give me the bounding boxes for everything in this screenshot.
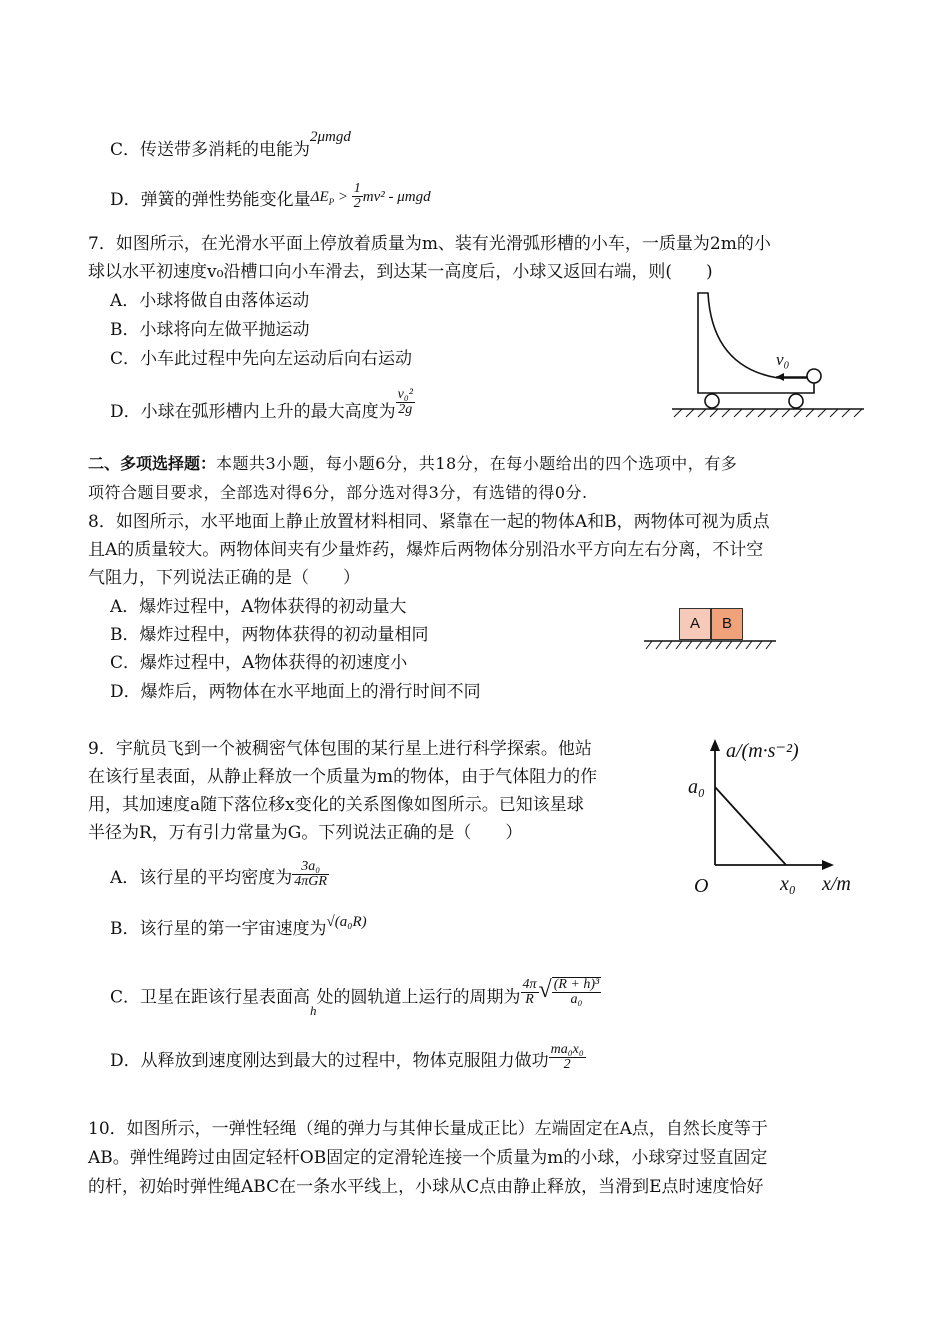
a0-label: a₀ [688,776,705,798]
x-axis-arrow [822,860,834,870]
q9-stem-line1: 9．宇航员飞到一个被稠密气体包围的某行星上进行科学探索。他站 [88,739,592,759]
q9-option-b: B．该行星的第一宇宙速度为√(a₀R) [110,914,367,939]
q6-option-c: C．传送带多消耗的电能为2μmgd [110,129,351,160]
q6-option-d: D．弹簧的弹性势能变化量$\Delta E_P$ > $\frac{1}{2}$ mv² - μmgd [110,181,431,211]
q7-cart-figure [668,285,868,425]
x0-label: x₀ [780,873,796,895]
q9-stem-line3: 用，其加速度a随下落位移x变化的关系图像如图所示。已知该星球 [88,795,584,815]
ground-hatch [674,409,862,417]
ball [807,369,821,383]
section2-line1: 二、多项选择题：本题共3小题，每小题6分，共18分，在每小题给出的四个选项中，有多 [88,454,738,473]
q8-option-d: D．爆炸后，两物体在水平地面上的滑行时间不同 [110,682,481,702]
q10-stem-line1: 10．如图所示，一弹性轻绳（绳的弹力与其伸长量成正比）左端固定在A点，自然长度等于 [88,1119,768,1139]
q8-option-b: B．爆炸过程中，两物体获得的初动量相同 [110,625,429,645]
q9-stem-line4: 半径为R，万有引力常量为G。下列说法正确的是（ ） [88,823,523,843]
q10-stem-line3: 的杆，初始时弹性绳ABC在一条水平线上，小球从C点由静止释放，当滑到E点时速度恰好 [88,1177,764,1197]
q8-option-c: C．爆炸过程中，A物体获得的初速度小 [110,653,408,673]
wheel-left [705,394,719,408]
q8-stem-line2: 且A的质量较大。两物体间夹有少量炸药，爆炸后两物体分别沿水平方向左右分离，不计空 [88,540,764,560]
v0-label: v₀ [776,350,790,369]
x-axis-label: x/m [822,873,851,895]
q10-stem-line2: AB。弹性绳跨过由固定轻杆OB固定的定滑轮连接一个质量为m的小球，小球穿过竖直固定 [88,1148,768,1168]
y-axis-label: a/(m·s⁻²) [726,740,799,762]
q7-option-b: B．小球将向左做平抛运动 [110,320,310,340]
q7-option-c: C．小车此过程中先向左运动后向右运动 [110,349,413,369]
q8-ground [642,639,778,653]
y-axis-arrow [710,739,720,751]
q7-stem-line2: 球以水平初速度v₀沿槽口向小车滑去，到达某一高度后，小球又返回右端，则( ) [88,262,713,282]
block-a: A [679,608,711,640]
cart-body [698,293,814,393]
q9-stem-line2: 在该行星表面，从静止释放一个质量为m的物体，由于气体阻力的作 [88,767,598,787]
origin-label: O [694,875,709,897]
block-b: B [711,608,743,640]
section2-line2: 项符合题目要求，全部选对得6分，部分选对得3分，有选错的得0分. [88,483,588,502]
q9-option-d: D．从释放到速度刚达到最大的过程中，物体克服阻力做功 $\frac{\text{ma₀x₀}}{2}$ [110,1042,584,1072]
q7-stem-line1: 7．如图所示，在光滑水平面上停放着质量为m、装有光滑弧形槽的小车，一质量为2m的小 [88,234,771,254]
wheel-right [789,394,803,408]
q8-option-a: A．爆炸过程中，A物体获得的初动量大 [110,597,407,617]
q9-option-c: C．卫星在距该行星表面高$_h$处的圆轨道上运行的周期为 $\frac{4\pi}{R}$ √ $\frac{\text{(R + h)³}}{\text{a₀}}$ [110,976,600,1018]
q9-option-a: A．该行星的平均密度为 $\frac{\text{3a₀}}{\text{4πGR}}$ [110,859,327,889]
q8-stem-line1: 8．如图所示，水平地面上静止放置材料相同、紧靠在一起的物体A和B，两物体可视为质点 [88,512,770,532]
q7-option-d: D．小球在弧形槽内上升的最大高度为 $\frac{\text{v₀²}}{2g}$ [110,387,413,422]
q8-stem-line3: 气阻力，下列说法正确的是（ ） [88,568,360,588]
q7-option-a: A．小球将做自由落体运动 [110,291,310,311]
q9-graph [680,735,870,900]
graph-line [715,787,786,865]
